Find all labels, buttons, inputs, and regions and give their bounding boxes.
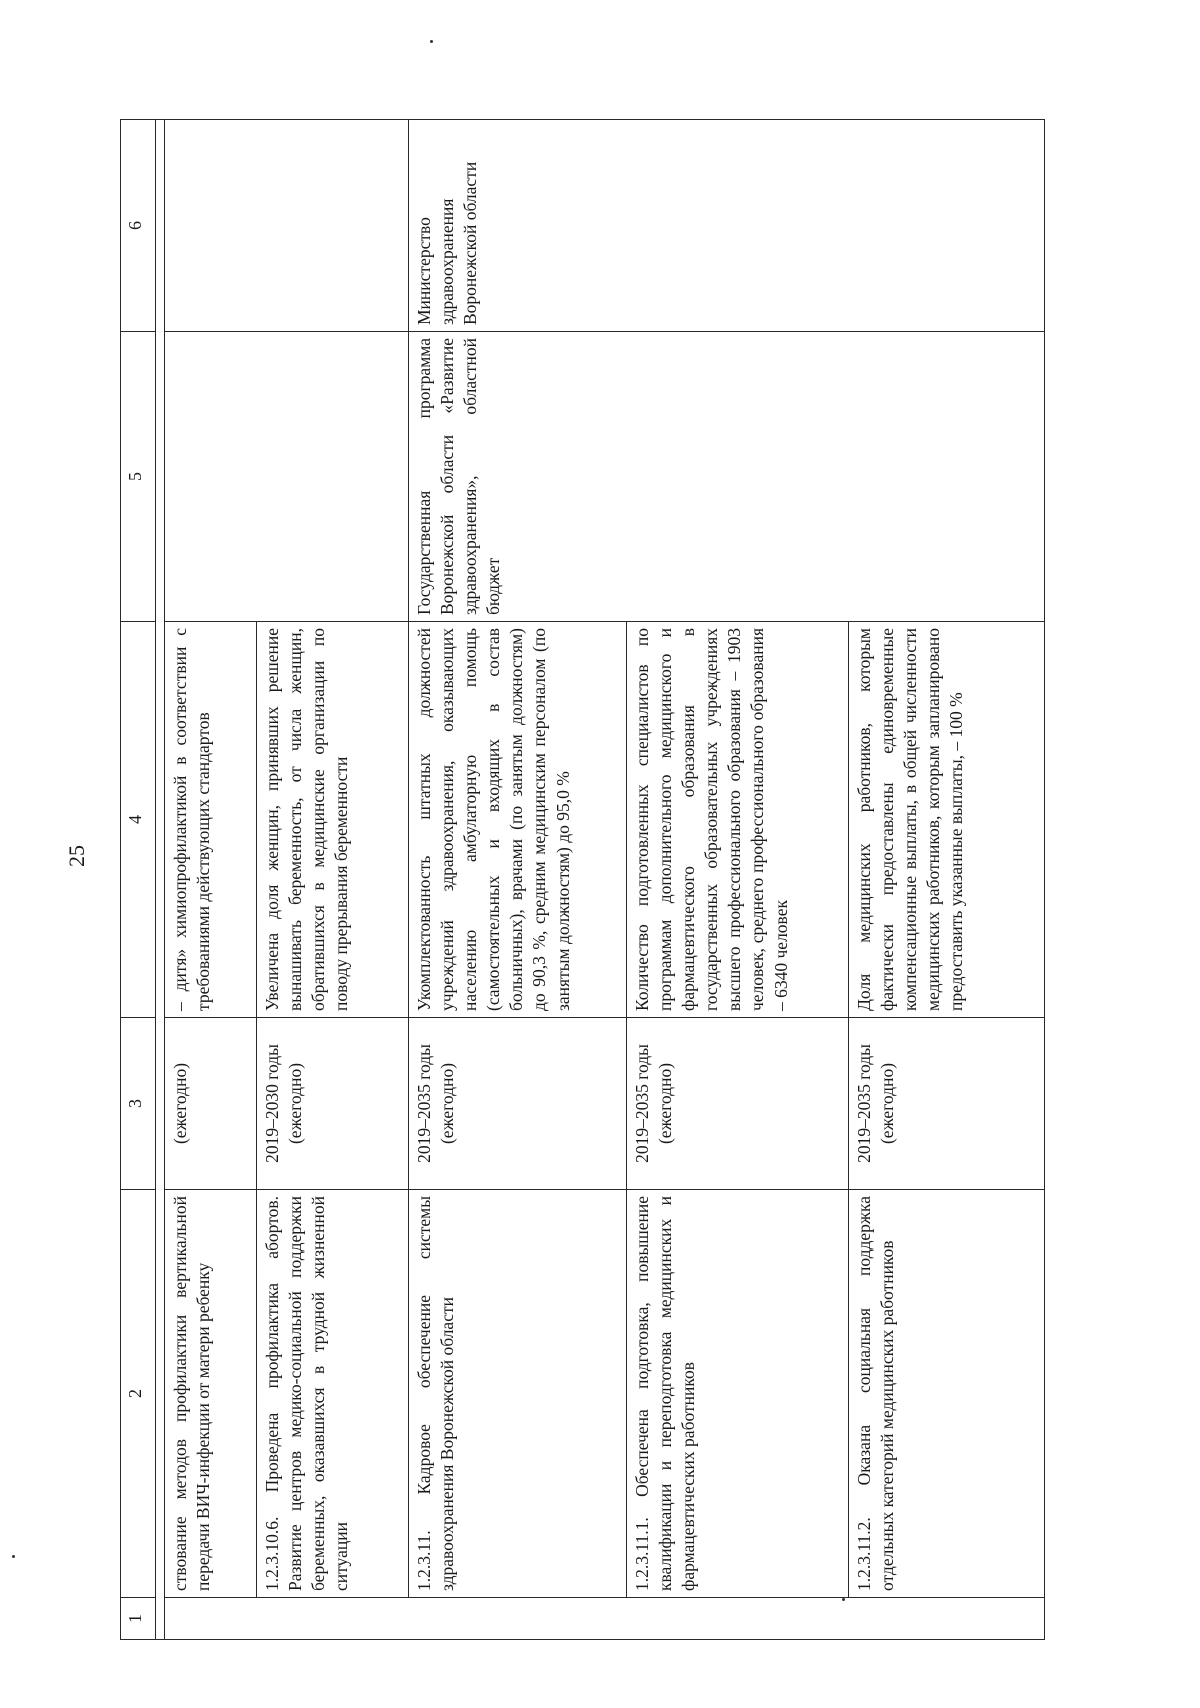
document-table <box>120 119 1045 1640</box>
table-row <box>165 120 257 1640</box>
header-col-3: 3 <box>121 1018 156 1190</box>
scan-speck <box>430 40 433 43</box>
cell-period: 2019–2035 годы (ежегодно) <box>627 1018 849 1190</box>
table-row <box>409 120 627 1640</box>
cell-period: 2019–2035 годы (ежегодно) <box>849 1018 1045 1190</box>
cell-source: Государственная программа Воронежской области «Развитие здравоохранения», областной бюджет <box>409 332 1045 622</box>
cell-result: Количество подготовленных специалистов по программам дополнительного медицинского и фармацевтического образования в государственных образовательных учреждениях высшего профессионального образования – 1903 человек, среднего профессионального образования – 6340 человек <box>627 622 849 1018</box>
cell-period: 2019–2035 годы (ежегодно) <box>409 1018 627 1190</box>
header-col-5: 5 <box>121 332 156 622</box>
cell-activity: 1.2.3.11.2. Оказана социальная поддержка отдельных категорий медицинских работников <box>849 1190 1045 1598</box>
scan-speck <box>842 1598 845 1601</box>
cell-result: Доля медицинских работников, которым фактически предоставлены единовременные компенсационные выплаты, в общей численности медицинских работников, которым запланировано предоставить указанные выплаты, – 100 % <box>849 622 1045 1018</box>
header-col-2: 2 <box>121 1190 156 1598</box>
header-gap <box>156 120 165 1640</box>
header-col-1: 1 <box>121 1598 156 1640</box>
page-number: 25 <box>64 845 89 867</box>
cell-result: Увеличена доля женщин, принявших решение вынашивать беременность, от числа женщин, обратившихся в медицинские организации по поводу прерывания беременности <box>257 622 409 1018</box>
header-gap-row <box>156 120 165 1640</box>
scan-speck <box>12 1555 15 1558</box>
cell-activity: ствование методов профилактики вертикальной передачи ВИЧ-инфекции от матери ребенку <box>165 1190 257 1598</box>
header-col-4: 4 <box>121 622 156 1018</box>
header-col-6: 6 <box>121 120 156 332</box>
rotated-table-container <box>120 120 1080 1640</box>
cell-executor: Министерство здравоохранения Воронежской области <box>409 120 1045 332</box>
table-header-row <box>121 120 156 1640</box>
cell-period: (ежегодно) <box>165 1018 257 1190</box>
page-number-wrap <box>60 836 94 876</box>
cell-result: Укомплектованность штатных должностей учреждений здравоохранения, оказывающих населению амбулаторную помощь (самостоятельных и входящих в состав больничных), врачами (по занятым должностям) до 90,3 %, средним медицинским персоналом (по занятым должностям) до 95,0 % <box>409 622 627 1018</box>
cell-activity: 1.2.3.11. Кадровое обеспечение системы здравоохранения Воронежской области <box>409 1190 627 1598</box>
row-index-cell <box>165 1598 1045 1640</box>
cell-activity: 1.2.3.11.1. Обеспечена подготовка, повышение квалификации и переподготовка медицинских и фармацевтических работников <box>627 1190 849 1598</box>
cell-result: – дитя» химиопрофилактикой в соответствии с требованиями действующих стандартов <box>165 622 257 1018</box>
cell-period: 2019–2030 годы (ежегодно) <box>257 1018 409 1190</box>
cell-source <box>165 332 409 622</box>
cell-executor <box>165 120 409 332</box>
cell-activity: 1.2.3.10.6. Проведена профилактика абортов. Развитие центров медико-социальной поддержки беременных, оказавшихся в трудной жизненной ситуации <box>257 1190 409 1598</box>
